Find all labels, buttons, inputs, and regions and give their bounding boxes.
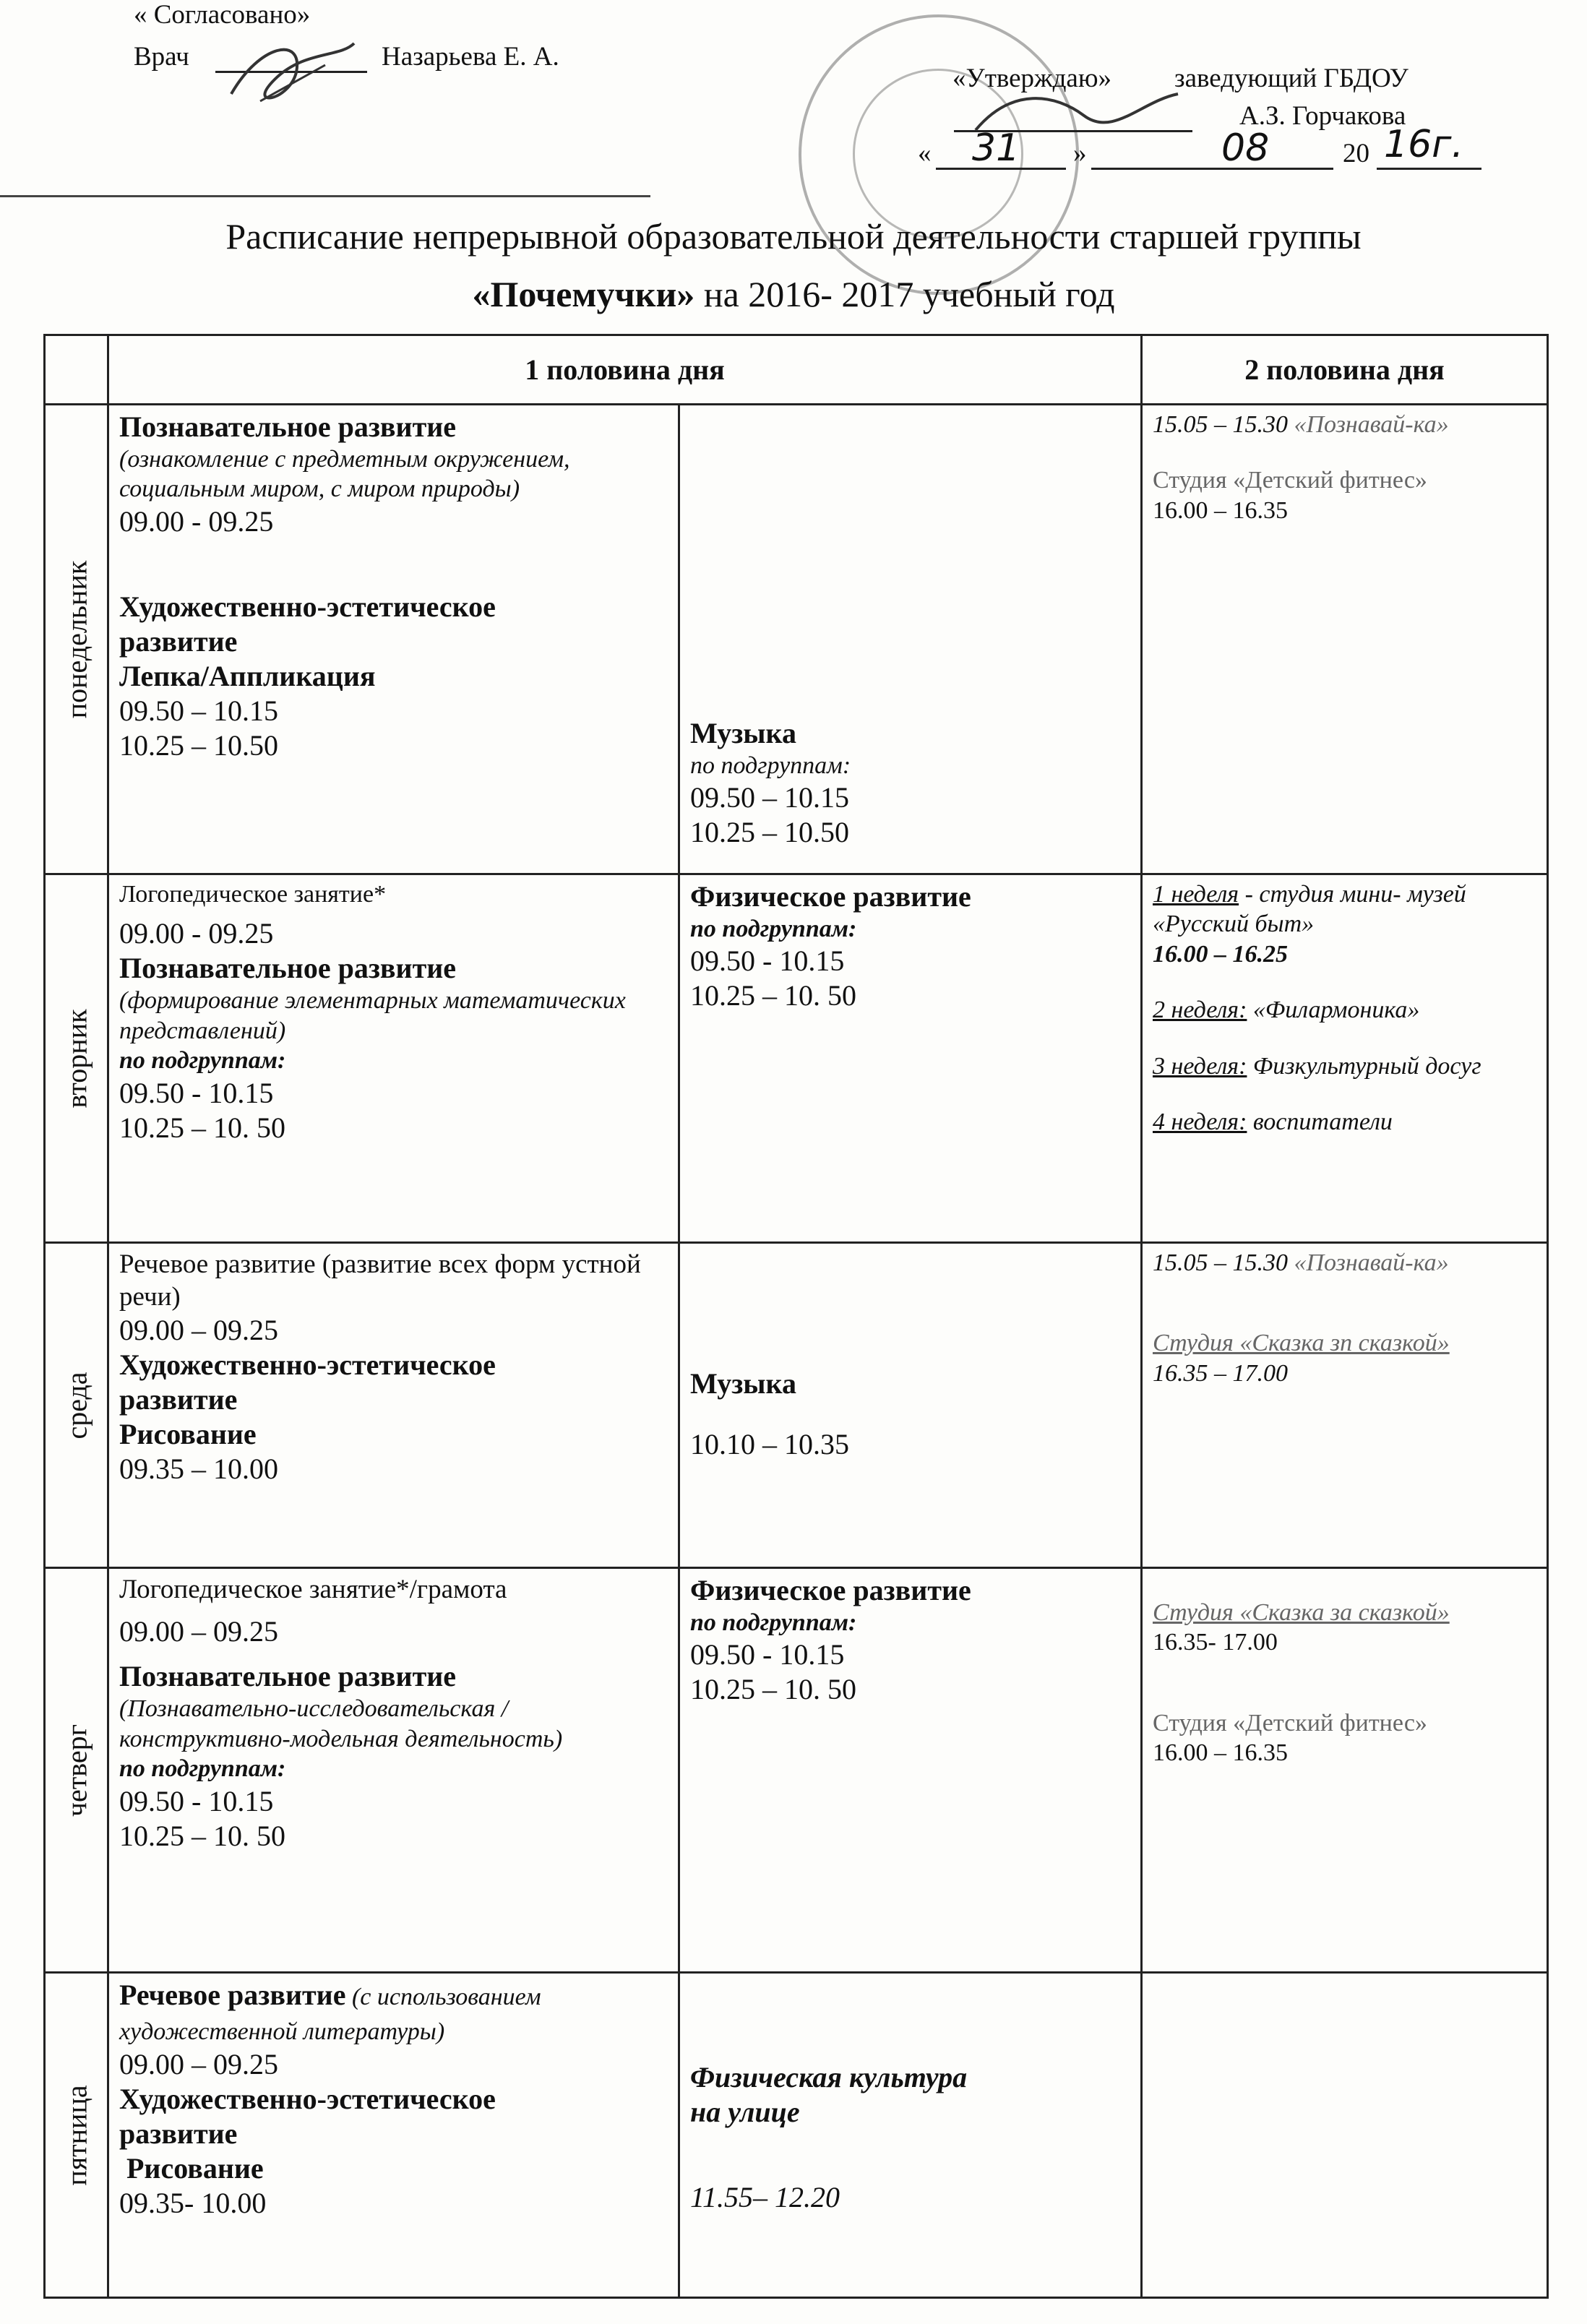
activity-title: Физическое развитие: [690, 1574, 971, 1606]
activity-title: Художественно-эстетическое: [119, 590, 496, 623]
week-label: 2 неделя:: [1153, 997, 1247, 1024]
header-day-corner: [45, 335, 108, 405]
activity-time: 16.00 – 16.35: [1153, 1739, 1288, 1767]
activity-subgroups: по подгруппам:: [690, 1609, 857, 1636]
studio-name: Студия «Детский фитнес»: [1153, 467, 1427, 494]
week-text: Физкультурный досуг: [1247, 1052, 1481, 1080]
date-day: 31: [972, 126, 1020, 170]
document-subtitle: [0, 273, 1587, 315]
activity-title: Художественно-эстетическое: [119, 1348, 496, 1382]
activity-time: 09.50 – 10.15: [119, 694, 278, 727]
table-row: [45, 874, 1548, 1243]
activity-title: Познавательное развитие: [119, 1660, 457, 1693]
activity-time: 16.00 – 16.25: [1153, 940, 1288, 968]
activity-title: Физическая культура: [690, 2061, 968, 2093]
approval-left: [134, 0, 310, 31]
week-label: 1 неделя: [1153, 881, 1239, 908]
approval-left-heading: « Согласовано»: [134, 0, 311, 30]
year-prefix: 20: [1343, 139, 1369, 168]
activity-title: Музыка: [690, 1367, 796, 1400]
activity-title: Речевое развитие (развитие всех форм устной речи): [119, 1249, 641, 1312]
document-title: Расписание непрерывной образовательной деятельности старшей группы: [225, 216, 1362, 257]
day-label-thursday: четверг: [60, 1723, 93, 1817]
activity-time: 10.25 – 10. 50: [690, 979, 856, 1012]
first-half-cell: [679, 1973, 1142, 2298]
activity-title: на улице: [690, 2096, 800, 2128]
table-row: [45, 1568, 1548, 1973]
activity-title: Художественно-эстетическое: [119, 2083, 496, 2115]
second-half-cell: [1142, 405, 1548, 874]
day-cell: [45, 1973, 108, 2298]
approval-right-position: заведующий ГБДОУ: [1174, 64, 1408, 93]
activity-time: 09.50 - 10.15: [119, 1076, 274, 1109]
second-half-cell: [1142, 1973, 1548, 2298]
activity-time: 09.00 - 09.25: [119, 504, 274, 538]
table-row: [45, 405, 1548, 874]
date-month-line: [1091, 168, 1333, 170]
day-cell: [45, 405, 108, 874]
activity-time: 09.50 - 10.15: [119, 1784, 274, 1817]
week-label: 4 неделя:: [1153, 1109, 1247, 1136]
activity-time: 11.55– 12.20: [690, 2181, 840, 2213]
activity-title: Познавательное развитие: [119, 410, 457, 443]
first-half-cell: [679, 874, 1142, 1243]
activity-title: Музыка: [690, 717, 796, 749]
activity-subgroups: по подгруппам:: [119, 1755, 286, 1783]
activity-line: [1153, 1248, 1536, 1278]
activity-time: 09.50 - 10.15: [690, 1638, 845, 1671]
activity-title: развитие: [119, 2117, 238, 2150]
week-text: «Филармоника»: [1247, 997, 1420, 1024]
first-half-cell: [679, 1568, 1142, 1973]
studio-name: Студия «Сказка зп сказкой»: [1153, 1330, 1450, 1357]
activity-time: 09.00 – 09.25: [119, 1314, 278, 1347]
day-label-tuesday: вторник: [60, 1008, 93, 1109]
activity-time: 10.25 – 10.50: [690, 816, 849, 849]
schedule-table: [43, 334, 1549, 2299]
activity-title: Речевое развитие: [119, 1979, 346, 2011]
approval-right-name: А.З. Горчакова: [1239, 101, 1406, 131]
studio-name: Студия «Сказка за сказкой»: [1153, 1599, 1450, 1626]
activity-time: 16.00 – 16.35: [1153, 496, 1288, 524]
activity-title: Познавательное развитие: [119, 952, 457, 985]
activity-time: 16.35 – 17.00: [1153, 1359, 1288, 1387]
day-label-wednesday: среда: [60, 1371, 93, 1439]
week-schedule: [1153, 879, 1536, 939]
day-cell: [45, 874, 108, 1243]
activity-time: 09.35- 10.00: [119, 2187, 267, 2219]
activity-name: «Познавай-ка»: [1294, 411, 1449, 438]
second-half-cell: [1142, 1568, 1548, 1973]
activity-line: [1153, 410, 1536, 439]
year-line: [1377, 168, 1481, 170]
week-label: 3 неделя:: [1153, 1052, 1247, 1080]
activity-subtitle: Рисование: [119, 2152, 264, 2185]
year-suffix: 16г.: [1384, 123, 1464, 166]
activity-time: 15.05 – 15.30: [1153, 1249, 1288, 1276]
activity-time: 10.25 – 10. 50: [690, 1673, 856, 1706]
activity-time: 09.00 – 09.25: [119, 2048, 278, 2080]
doctor-signature: [217, 29, 369, 116]
approval-left-role: Врач: [134, 42, 189, 72]
day-cell: [45, 1243, 108, 1568]
second-half-cell: [1142, 1243, 1548, 1568]
activity-time: 15.05 – 15.30: [1153, 411, 1288, 438]
activity-description: (с использованием художественной литературы): [119, 1984, 541, 2045]
activity-description: (формирование элементарных математических представлений): [119, 987, 626, 1044]
week-schedule: [1153, 1107, 1536, 1137]
activity-time: 09.50 – 10.15: [690, 781, 849, 814]
week-text: - студия мини- музей «Русский быт»: [1153, 881, 1466, 938]
header-first-half: 1 половина дня: [108, 335, 1142, 405]
first-half-cell: [108, 405, 679, 874]
first-half-cell: [108, 1973, 679, 2298]
activity-time: 09.00 - 09.25: [119, 917, 274, 950]
activity-description: (ознакомление с предметным окружением, социальным миром, с миром природы): [119, 446, 570, 503]
school-year: на 2016- 2017 учебный год: [694, 274, 1115, 314]
day-cell: [45, 1568, 108, 1973]
week-text: воспитатели: [1247, 1109, 1393, 1136]
activity-time: 09.00 – 09.25: [119, 1615, 278, 1648]
activity-subgroups: по подгруппам:: [119, 1047, 286, 1075]
date-month: 08: [1221, 126, 1270, 170]
activity-title: Физическое развитие: [690, 880, 971, 913]
first-half-cell: [108, 1568, 679, 1973]
activity-subtitle: Лепка/Аппликация: [119, 659, 376, 692]
activity-title: развитие: [119, 1383, 238, 1416]
day-label-friday: пятница: [60, 2084, 93, 2186]
doctor-name: Назарьева Е. А.: [382, 42, 559, 72]
first-half-cell: [679, 1243, 1142, 1568]
activity-title: Логопедическое занятие*: [119, 881, 387, 908]
second-half-cell: [1142, 874, 1548, 1243]
table-header-row: [45, 335, 1548, 405]
activity-subtitle: Рисование: [119, 1418, 257, 1451]
date-close-quote: »: [1073, 139, 1087, 168]
week-schedule: [1153, 1051, 1536, 1081]
table-row: [45, 1243, 1548, 1568]
activity-time: 10.25 – 10. 50: [119, 1111, 285, 1144]
first-half-cell: [108, 1243, 679, 1568]
header-second-half: 2 половина дня: [1142, 335, 1548, 405]
activity-title-line: [119, 1978, 668, 2047]
activity-time: 10.10 – 10.35: [690, 1428, 849, 1460]
activity-description: (Познавательно-исследовательская / конструктивно-модельная деятельность): [119, 1695, 563, 1752]
approval-right-heading: «Утверждаю»: [952, 64, 1111, 93]
activity-name: «Познавай-ка»: [1294, 1249, 1449, 1276]
day-label-monday: понедельник: [60, 560, 93, 718]
activity-time: 09.35 – 10.00: [119, 1452, 278, 1486]
activity-subgroups: по подгруппам:: [690, 752, 851, 779]
activity-title: развитие: [119, 624, 238, 658]
activity-title: Логопедическое занятие*/грамота: [119, 1575, 507, 1604]
first-half-cell: [108, 874, 679, 1243]
header-rule: [0, 195, 650, 197]
activity-time: 10.25 – 10.50: [119, 728, 278, 762]
activity-subgroups: по подгруппам:: [690, 916, 857, 942]
studio-name: Студия «Детский фитнес»: [1153, 1709, 1427, 1736]
activity-time: 09.50 - 10.15: [690, 944, 845, 978]
week-schedule: [1153, 995, 1536, 1025]
table-row: [45, 1973, 1548, 2298]
group-name: «Почемучки»: [472, 274, 695, 314]
first-half-cell: [679, 405, 1142, 874]
activity-time: 16.35- 17.00: [1153, 1629, 1278, 1656]
date-open-quote: «: [918, 139, 932, 168]
activity-time: 10.25 – 10. 50: [119, 1819, 285, 1852]
